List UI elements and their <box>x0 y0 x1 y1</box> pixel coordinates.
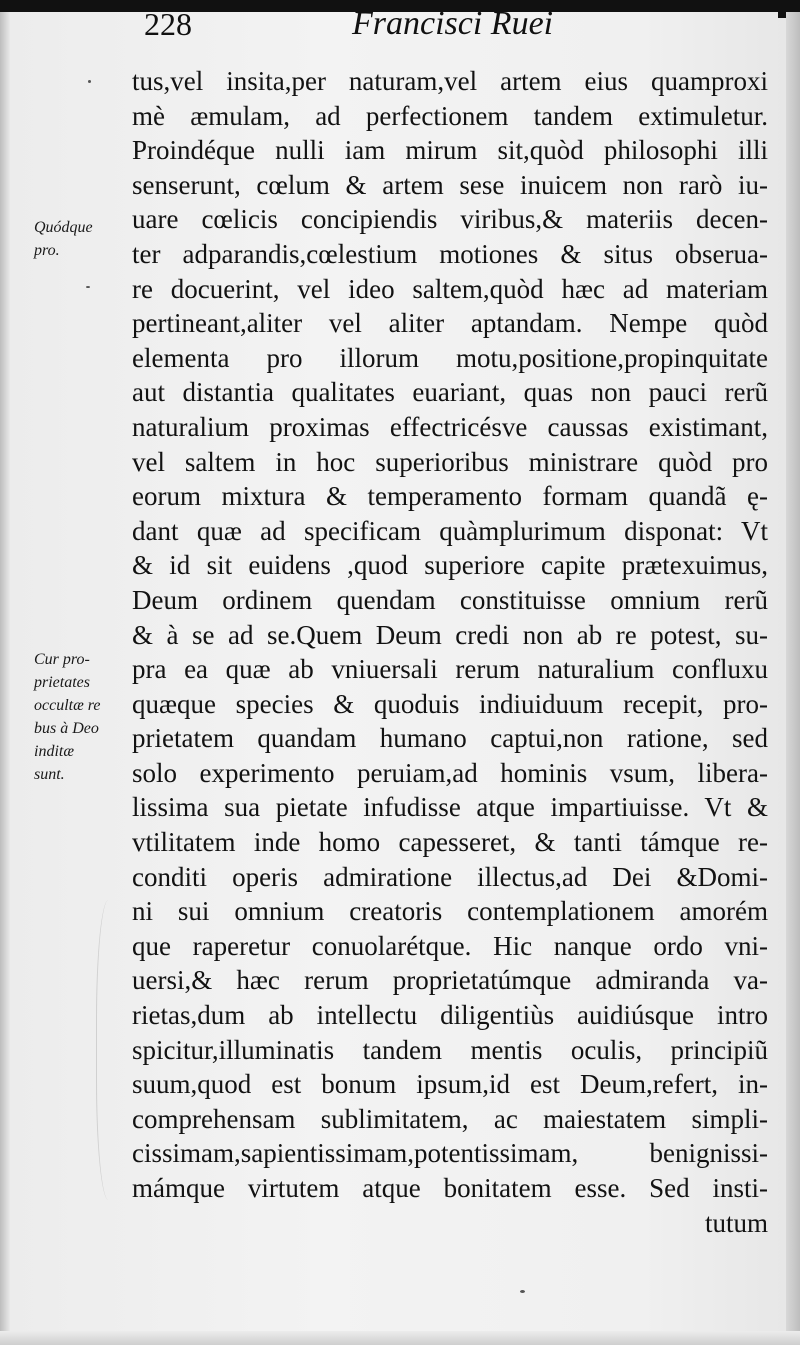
ink-speck <box>520 1290 525 1293</box>
text-line: eorum mixtura & temperamento formam quandã ę- <box>132 481 768 512</box>
text-line: uare cœlicis concipiendis viribus,& materiis decen- <box>132 204 768 235</box>
text-line: elementa pro illorum motu,positione,propinquitate <box>132 342 768 373</box>
text-line: vel saltem in hoc superioribus ministrare quòd pro <box>132 446 768 477</box>
text-line: rietas,dum ab intellectu diligentiùs auidiúsque intro <box>132 1000 768 1031</box>
running-head <box>140 4 780 44</box>
page-bottom-edge <box>0 1331 800 1345</box>
text-line: cissimam,sapientissimam,potentissimam, benignissi- <box>132 1138 768 1169</box>
page-left-edge <box>0 0 10 1345</box>
ink-speck <box>88 80 91 83</box>
page-number: 228 <box>144 6 192 42</box>
text-line: senserunt, cœlum & artem sese inuicem non rarò iu- <box>132 169 768 200</box>
marginal-note-1 <box>34 216 93 262</box>
text-line: mè æmulam, ad perfectionem tandem extimuletur. <box>132 100 768 131</box>
paper-crease <box>96 900 127 1200</box>
text-line: vtilitatem inde homo capesseret, & tanti támque re- <box>132 827 768 858</box>
text-line: conditi operis admiratione illectus,ad Dei &Domi- <box>132 861 768 892</box>
text-line: pra ea quæ ab vniuersali rerum naturalium confluxu <box>132 654 768 685</box>
text-line: lissima sua pietate infudisse atque impartiuisse. Vt & <box>132 792 768 823</box>
marginal-note-line: inditæ <box>34 743 75 760</box>
page-right-edge <box>786 12 800 1332</box>
text-line: que raperetur conuolarétque. Hic nanque ordo vni- <box>132 930 768 961</box>
marginal-note-line: Quódque <box>34 219 93 236</box>
marginal-note-line: occultæ re <box>34 697 101 714</box>
ink-speck <box>86 286 90 288</box>
text-line: pertineant,aliter vel aliter aptandam. Nempe quòd <box>132 308 768 339</box>
text-line: ter adparandis,cœlestium motiones & situs obserua- <box>132 238 768 269</box>
marginal-note-line: sunt. <box>34 766 65 783</box>
body-text <box>132 64 768 1240</box>
text-line: naturalium proximas effectricésve caussas existimant, <box>132 411 768 442</box>
catchword: tutum <box>704 1207 768 1238</box>
text-line: suum,quod est bonum ipsum,id est Deum,refert, in- <box>132 1069 768 1100</box>
text-line: ni sui omnium creatoris contemplationem amorém <box>132 896 768 927</box>
marginal-note-line: prietates <box>34 674 90 691</box>
text-line: re docuerint, vel ideo saltem,quòd hæc ad materiam <box>132 273 768 304</box>
text-line: quæque species & quoduis indiuiduum recepit, pro- <box>132 688 768 719</box>
text-line: & id sit euidens ,quod superiore capite prætexuimus, <box>132 550 768 581</box>
marginal-note-2 <box>34 648 101 786</box>
text-line: mámque virtutem atque bonitatem esse. Sed insti- <box>132 1173 768 1203</box>
text-line: tus,vel insita,per naturam,vel artem eius quamproxi <box>132 66 768 96</box>
text-line: Proindéque nulli iam mirum sit,quòd philosophi illi <box>132 135 768 166</box>
marginal-note-line: Cur pro- <box>34 651 90 668</box>
text-line: uersi,& hæc rerum proprietatúmque admiranda va- <box>132 965 768 996</box>
text-line: aut distantia qualitates euariant, quas non pauci rerũ <box>132 377 768 408</box>
marginal-note-line: bus à Deo <box>34 720 99 737</box>
marginal-note-line: pro. <box>34 242 60 259</box>
text-line: spicitur,illuminatis tandem mentis oculis, principiũ <box>132 1034 768 1065</box>
text-line: comprehensam sublimitatem, ac maiestatem simpli- <box>132 1103 768 1134</box>
text-line: solo experimento peruiam,ad hominis vsum, libera- <box>132 757 768 788</box>
text-line: Deum ordinem quendam constituisse omnium rerũ <box>132 584 768 615</box>
text-line: & à se ad se.Quem Deum credi non ab re potest, su- <box>132 619 768 650</box>
running-title: Francisci Ruei <box>352 5 554 42</box>
text-line: dant quæ ad specificam quàmplurimum disponat: Vt <box>132 515 768 546</box>
text-line: prietatem quandam humano captui,non ratione, sed <box>132 723 768 754</box>
